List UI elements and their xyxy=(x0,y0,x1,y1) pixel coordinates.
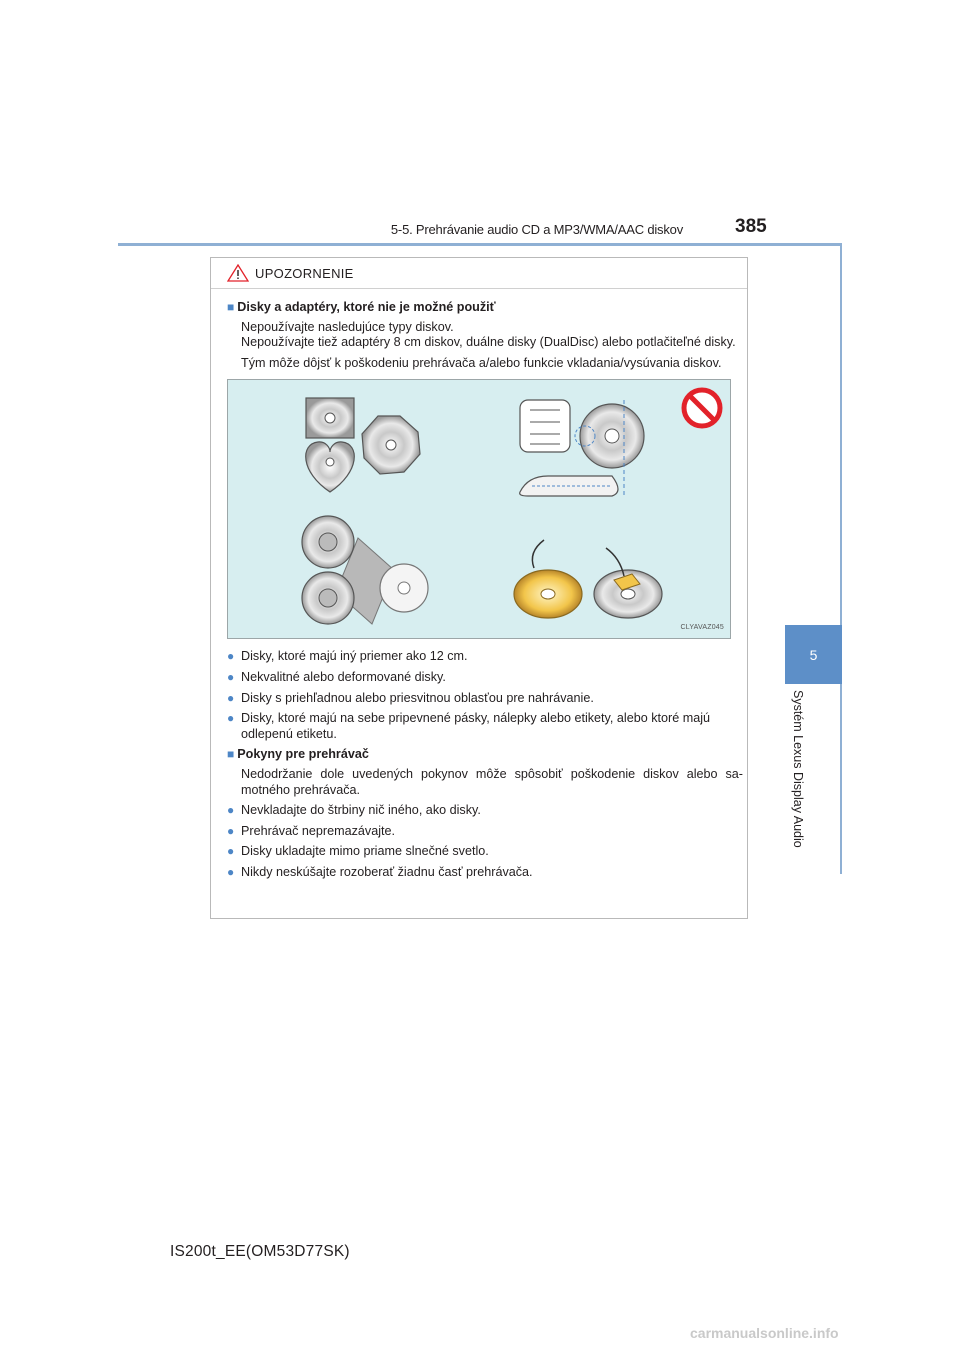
unusable-discs-illustration xyxy=(227,379,731,639)
side-rule-lower xyxy=(840,684,842,874)
bullet-icon: ● xyxy=(227,823,235,838)
paragraph: Nepoužívajte tiež adaptéry 8 cm diskov, duálne disky (DualDisc) alebo potlačiteľné disky. xyxy=(241,335,736,350)
paragraph: Nedodržanie dole uvedených pokynov môže spôsobiť poškodenie diskov alebo sa-motného prehrávača. xyxy=(241,766,743,797)
header-rule xyxy=(118,243,842,246)
list-item: ● Prehrávač nepremazávajte. xyxy=(227,823,396,838)
heart-disc-icon xyxy=(306,442,355,492)
page-number: 385 xyxy=(735,216,767,237)
list-item: ● Nikdy neskúšajte rozoberať žiadnu časť prehrávača. xyxy=(227,864,533,879)
bullet-icon: ● xyxy=(227,844,235,859)
list-item: ● Disky, ktoré majú iný priemer ako 12 cm. xyxy=(227,649,468,664)
list-item: ● Disky s priehľadnou alebo priesvitnou oblasťou pre nahrávanie. xyxy=(227,690,594,705)
list-item: ● Nevkladajte do štrbiny nič iného, ako disky. xyxy=(227,803,481,818)
square-bullet-icon: ■ xyxy=(227,747,235,762)
paragraph: Nepoužívajte nasledujúce typy diskov. xyxy=(241,319,454,334)
prohibited-icon xyxy=(684,390,720,426)
square-disc-icon xyxy=(306,398,354,438)
irregular-disc-icon xyxy=(362,416,420,474)
square-bullet-icon: ■ xyxy=(227,300,235,314)
header-title: 5-5. Prehrávanie audio CD a MP3/WMA/AAC diskov xyxy=(390,222,683,237)
caution-content xyxy=(227,300,743,886)
illustration-code: CLYAVAZ045 xyxy=(680,623,724,631)
bullet-icon: ● xyxy=(227,649,235,664)
list-item: ● Nekvalitné alebo deformované disky. xyxy=(227,669,446,684)
bullet-icon: ● xyxy=(227,711,235,726)
labeled-discs-icon xyxy=(514,540,662,618)
list-item: ● Disky ukladajte mimo priame slnečné svetlo. xyxy=(227,844,489,859)
adapter-discs-icon xyxy=(302,516,428,624)
chapter-tab: 5 xyxy=(785,625,842,684)
caution-box xyxy=(210,257,748,919)
caution-heading: UPOZORNENIE xyxy=(255,265,354,281)
caution-header xyxy=(211,258,747,289)
watermark[interactable]: carmanualsonline.info xyxy=(690,1325,839,1341)
section-title-discs: ■ Disky a adaptéry, ktoré nie je možné použiť xyxy=(227,300,496,314)
discs-drawing xyxy=(228,380,732,640)
section-title-player: ■ Pokyny pre prehrávač xyxy=(227,747,369,762)
bullet-icon: ● xyxy=(227,803,235,818)
footer-model-code: IS200t_EE(OM53D77SK) xyxy=(170,1243,350,1260)
bullet-icon: ● xyxy=(227,690,235,705)
warning-triangle-icon xyxy=(227,264,249,282)
bullet-icon: ● xyxy=(227,669,235,684)
paragraph: Tým môže dôjsť k poškodeniu prehrávača a/alebo funkcie vkladania/vysúvania diskov. xyxy=(241,355,722,370)
chapter-label: Systém Lexus Display Audio xyxy=(791,690,805,848)
list-item: ● Disky, ktoré majú na sebe pripevnené pásky, nálepky alebo etikety, alebo ktoré majú odlepenú etiketu. xyxy=(227,711,711,741)
side-rule xyxy=(840,246,842,625)
bullet-icon: ● xyxy=(227,864,235,879)
deformed-disc-icon xyxy=(520,400,644,496)
